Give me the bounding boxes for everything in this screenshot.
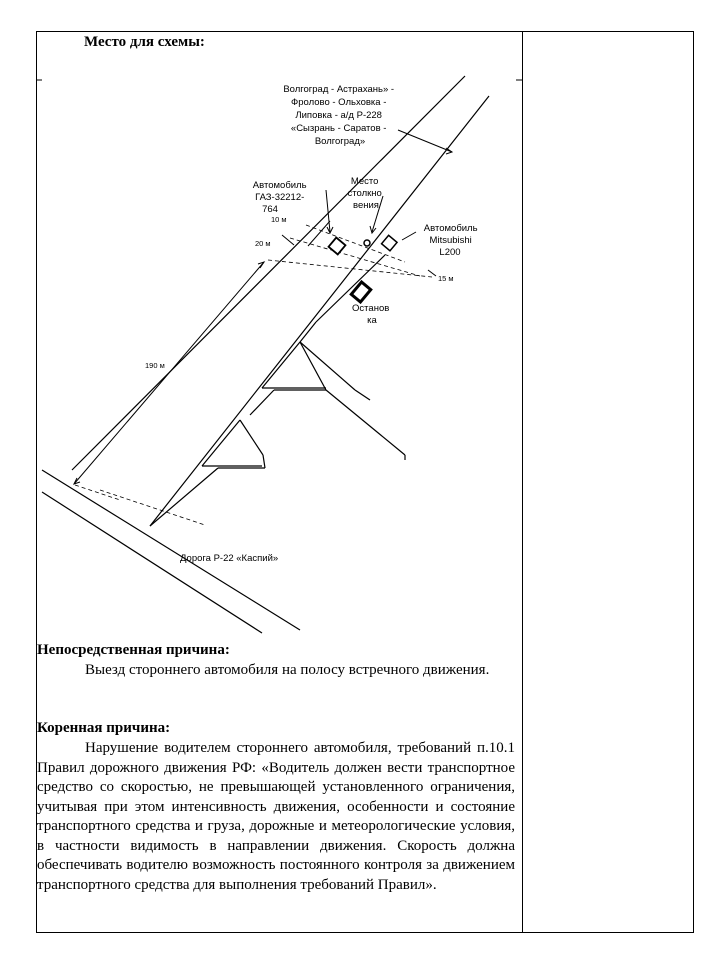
- bottom-road-label: Дорога Р-22 «Каспий»: [180, 553, 279, 564]
- car1-marker: [329, 238, 346, 255]
- scheme-title: Место для схемы:: [84, 34, 205, 50]
- direct-cause-text: Выезд стороннего автомобиля на полосу встречного движения.: [85, 662, 490, 678]
- bottom-road-edge-top: [42, 470, 300, 630]
- car1-label: Автомобиль ГАЗ-32212- 764: [252, 180, 307, 215]
- root-cause-text: Нарушение водителем стороннего автомобиля, требований п.10.1 Правил дорожного движения РФ: «Водитель должен вести транспортное средство со скоростью, не превышающей установленного ограничения, учитывая при этом интенсивность движения, особенности и состояние транспортного средства и груза, дорожные и метеорологические условия, в частности видимость в направлении движения. Скорость должна обеспечивать водителю возможность постоянного контроля за движением транспортного средства для выполнения требований Правил».: [37, 740, 515, 893]
- main-road-edge-left: [72, 76, 465, 470]
- collision-marker: [364, 240, 370, 246]
- car2-label: Автомобиль Mitsubishi L200: [423, 223, 478, 258]
- stop-label: Останов ка: [352, 303, 390, 326]
- collision-label: Место столкно вения: [347, 176, 382, 211]
- main-road-edge-right: [150, 96, 489, 526]
- road-label: Волгоград - Астрахань» - Фролово - Ольховка - Липовка - а/д Р-228 «Сызрань - Саратов - Волгоград»: [283, 84, 395, 147]
- distance-20-label: 20 м: [255, 239, 271, 248]
- car2-marker: [382, 235, 397, 250]
- distance-10-label: 10 м: [271, 215, 287, 224]
- distance-190-label: 190 м: [145, 361, 165, 370]
- direct-cause-heading: Непосредственная причина:: [37, 642, 230, 658]
- root-cause-heading: Коренная причина:: [37, 720, 171, 736]
- distance-15-label: 15 м: [438, 274, 454, 283]
